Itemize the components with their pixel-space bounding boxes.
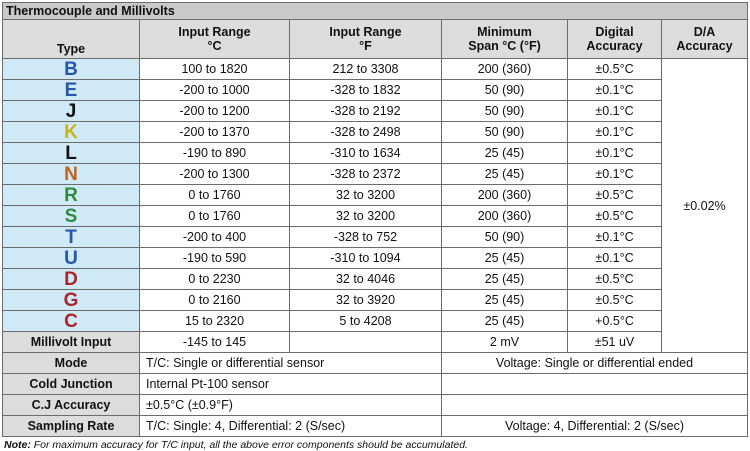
mode-tc: T/C: Single or differential sensor <box>140 353 442 374</box>
range-f-cell: -328 to 2498 <box>290 122 442 143</box>
cold-junction-value: Internal Pt-100 sensor <box>140 374 442 395</box>
accuracy-cell: ±0.1°C <box>568 248 662 269</box>
range-f-cell: -328 to 2192 <box>290 101 442 122</box>
cold-junction-row <box>3 374 748 395</box>
millivolt-range: -145 to 145 <box>140 332 290 353</box>
millivolt-span: 2 mV <box>442 332 568 353</box>
header-row <box>3 20 748 59</box>
cold-junction-empty <box>442 374 748 395</box>
header-digital <box>568 20 662 59</box>
header-digital-line2: Accuracy <box>586 39 643 53</box>
accuracy-cell: +0.5°C <box>568 311 662 332</box>
header-range-f-line1: Input Range <box>329 25 402 39</box>
span-cell: 50 (90) <box>442 227 568 248</box>
sampling-voltage: Voltage: 4, Differential: 2 (S/sec) <box>442 416 748 437</box>
mode-voltage: Voltage: Single or differential ended <box>442 353 748 374</box>
spec-sheet <box>2 2 747 451</box>
accuracy-cell: ±0.5°C <box>568 206 662 227</box>
header-da <box>662 20 748 59</box>
range-c-cell: -200 to 1370 <box>140 122 290 143</box>
table-row <box>3 311 748 332</box>
table-row <box>3 227 748 248</box>
range-f-cell: 212 to 3308 <box>290 59 442 80</box>
accuracy-cell: ±0.1°C <box>568 122 662 143</box>
span-cell: 25 (45) <box>442 269 568 290</box>
range-f-cell: -310 to 1634 <box>290 143 442 164</box>
range-c-cell: -190 to 890 <box>140 143 290 164</box>
type-letter: C <box>3 311 140 332</box>
range-f-cell: -328 to 2372 <box>290 164 442 185</box>
type-letter: B <box>3 59 140 80</box>
range-c-cell: 0 to 1760 <box>140 185 290 206</box>
header-range-c-line2: °C <box>207 39 222 53</box>
range-c-cell: -200 to 1000 <box>140 80 290 101</box>
cj-accuracy-row <box>3 395 748 416</box>
accuracy-cell: ±0.5°C <box>568 290 662 311</box>
type-letter: D <box>3 269 140 290</box>
header-span <box>442 20 568 59</box>
table-row <box>3 185 748 206</box>
table-row <box>3 143 748 164</box>
range-f-cell: 5 to 4208 <box>290 311 442 332</box>
note-text: For maximum accuracy for T/C input, all the above error components should be accumulated. <box>30 439 468 451</box>
range-c-cell: -190 to 590 <box>140 248 290 269</box>
accuracy-cell: ±0.5°C <box>568 269 662 290</box>
table-row <box>3 269 748 290</box>
accuracy-cell: ±0.1°C <box>568 143 662 164</box>
table-row <box>3 101 748 122</box>
range-f-cell: 32 to 3920 <box>290 290 442 311</box>
header-range-f-line2: °F <box>359 39 372 53</box>
range-c-cell: 0 to 2230 <box>140 269 290 290</box>
range-f-cell: -328 to 1832 <box>290 80 442 101</box>
millivolt-accuracy: ±51 uV <box>568 332 662 353</box>
accuracy-cell: ±0.5°C <box>568 59 662 80</box>
range-c-cell: 100 to 1820 <box>140 59 290 80</box>
range-f-cell: -328 to 752 <box>290 227 442 248</box>
accuracy-cell: ±0.5°C <box>568 185 662 206</box>
span-cell: 25 (45) <box>442 143 568 164</box>
sampling-row <box>3 416 748 437</box>
span-cell: 50 (90) <box>442 122 568 143</box>
accuracy-cell: ±0.1°C <box>568 80 662 101</box>
span-cell: 25 (45) <box>442 290 568 311</box>
span-cell: 50 (90) <box>442 101 568 122</box>
range-c-cell: 15 to 2320 <box>140 311 290 332</box>
range-c-cell: 0 to 2160 <box>140 290 290 311</box>
millivolt-label: Millivolt Input <box>3 332 140 353</box>
table-row <box>3 248 748 269</box>
span-cell: 200 (360) <box>442 59 568 80</box>
span-cell: 25 (45) <box>442 164 568 185</box>
da-accuracy-cell: ±0.02% <box>662 59 748 353</box>
table-row <box>3 59 748 80</box>
header-da-line2: Accuracy <box>676 39 733 53</box>
header-da-line1: D/A <box>693 25 716 39</box>
cold-junction-label: Cold Junction <box>3 374 140 395</box>
header-span-line2: Span °C (°F) <box>468 39 541 53</box>
range-f-cell: 32 to 3200 <box>290 206 442 227</box>
mode-row <box>3 353 748 374</box>
table-title: Thermocouple and Millivolts <box>3 3 748 20</box>
range-c-cell: 0 to 1760 <box>140 206 290 227</box>
span-cell: 50 (90) <box>442 80 568 101</box>
thermocouple-table <box>2 2 748 437</box>
type-letter: J <box>3 101 140 122</box>
cj-accuracy-label: C.J Accuracy <box>3 395 140 416</box>
note-label: Note: <box>4 439 31 451</box>
footnote <box>2 439 747 451</box>
type-letter: R <box>3 185 140 206</box>
type-letter: E <box>3 80 140 101</box>
span-cell: 200 (360) <box>442 185 568 206</box>
title-row <box>3 3 748 20</box>
accuracy-cell: ±0.1°C <box>568 227 662 248</box>
table-row <box>3 80 748 101</box>
millivolt-empty <box>290 332 442 353</box>
header-range-c-line1: Input Range <box>178 25 251 39</box>
accuracy-cell: ±0.1°C <box>568 164 662 185</box>
sampling-label: Sampling Rate <box>3 416 140 437</box>
type-letter: K <box>3 122 140 143</box>
header-range-c <box>140 20 290 59</box>
range-c-cell: -200 to 400 <box>140 227 290 248</box>
range-c-cell: -200 to 1300 <box>140 164 290 185</box>
table-row <box>3 206 748 227</box>
range-c-cell: -200 to 1200 <box>140 101 290 122</box>
millivolt-row <box>3 332 748 353</box>
range-f-cell: 32 to 4046 <box>290 269 442 290</box>
header-span-line1: Minimum <box>477 25 532 39</box>
type-letter: S <box>3 206 140 227</box>
range-f-cell: 32 to 3200 <box>290 185 442 206</box>
accuracy-cell: ±0.1°C <box>568 101 662 122</box>
header-digital-line1: Digital <box>595 25 634 39</box>
type-letter: G <box>3 290 140 311</box>
table-row <box>3 122 748 143</box>
type-letter: T <box>3 227 140 248</box>
table-row <box>3 290 748 311</box>
type-letter: U <box>3 248 140 269</box>
table-row <box>3 164 748 185</box>
header-type: Type <box>3 20 140 59</box>
header-range-f <box>290 20 442 59</box>
sampling-tc: T/C: Single: 4, Differential: 2 (S/sec) <box>140 416 442 437</box>
cj-accuracy-empty <box>442 395 748 416</box>
mode-label: Mode <box>3 353 140 374</box>
type-letter: N <box>3 164 140 185</box>
span-cell: 25 (45) <box>442 248 568 269</box>
type-letter: L <box>3 143 140 164</box>
cj-accuracy-value: ±0.5°C (±0.9°F) <box>140 395 442 416</box>
range-f-cell: -310 to 1094 <box>290 248 442 269</box>
span-cell: 200 (360) <box>442 206 568 227</box>
span-cell: 25 (45) <box>442 311 568 332</box>
